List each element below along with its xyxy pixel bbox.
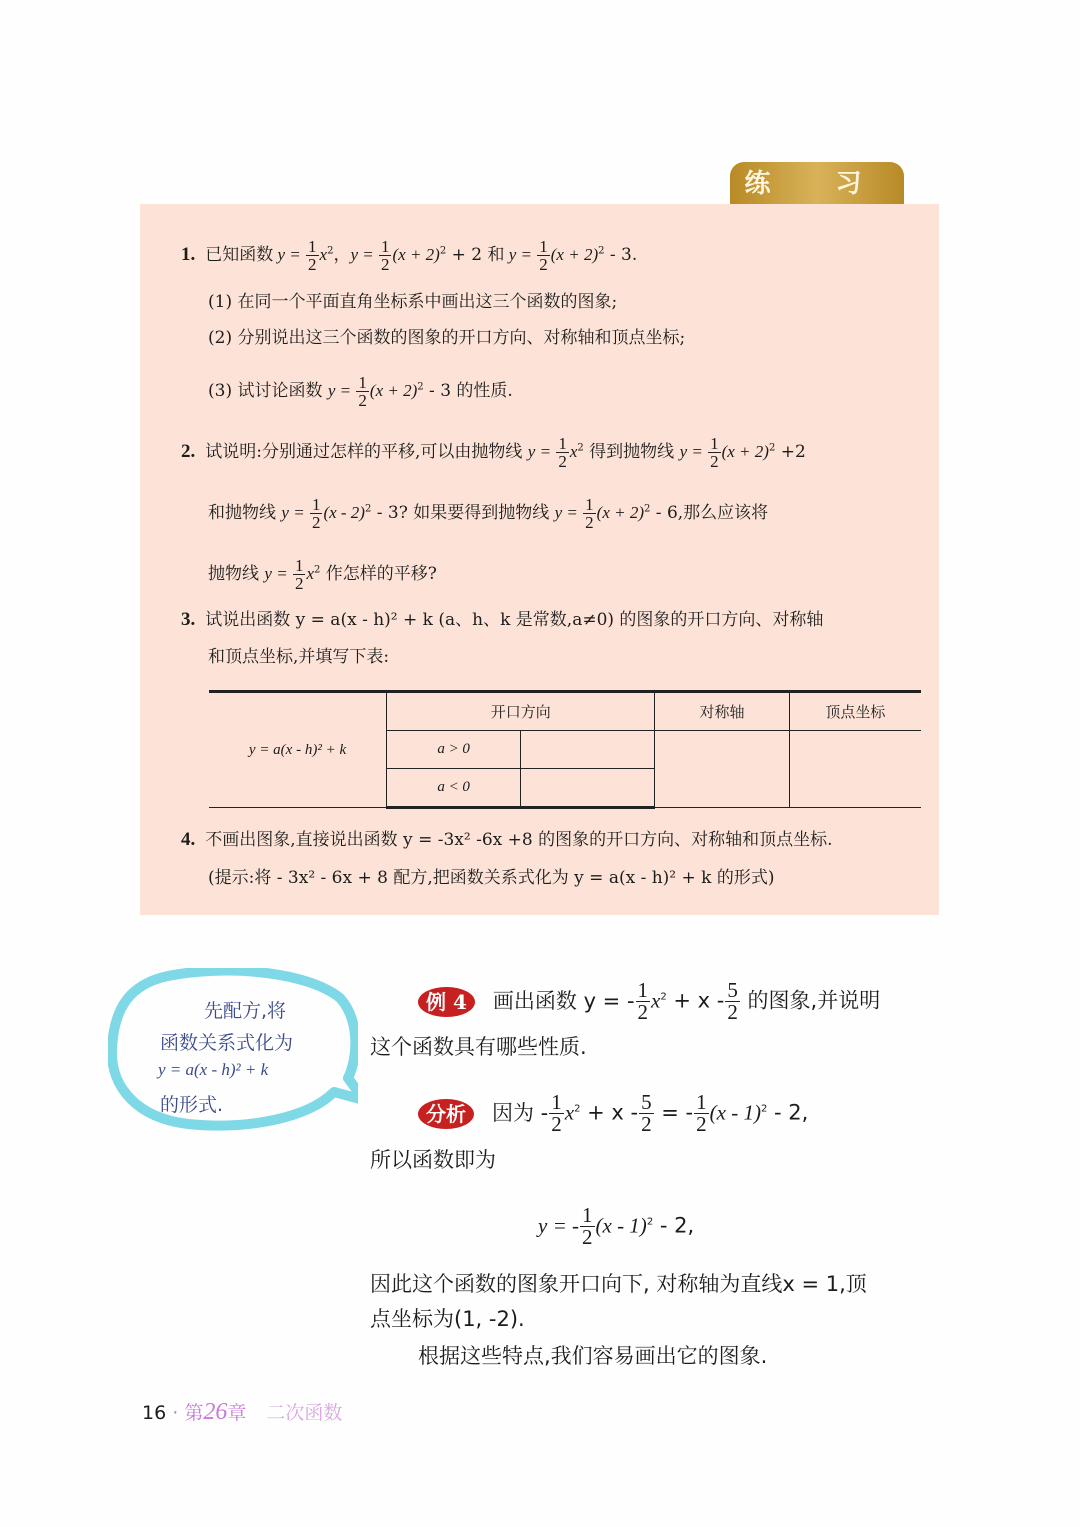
q2-line3-pre: 抛物线 [208,564,265,584]
exponent: 2 [313,564,321,576]
q1-f2-tail: (x + 2) [392,245,440,264]
fill-in-table [209,690,921,809]
q2-y: y = [527,442,556,461]
fraction: $\frac{1}{2}$ [380,237,390,274]
formula-pre: y = - [538,1213,579,1238]
q1-f3-after: - 3. [604,245,638,265]
bubble-line4: 的形式. [160,1094,224,1116]
analysis-pre: 因为 - [492,1100,549,1125]
question-3-line1 [181,608,823,632]
table-header-axis: 对称轴 [655,692,789,731]
exercise-tab: 练 习 [730,162,904,204]
table-header-opening: 开口方向 [387,692,655,731]
formula-after: - 2, [653,1213,695,1238]
conjunction: 和 [487,245,505,265]
formula-tail: (x - 1) [595,1213,647,1238]
example-pre: 画出函数 y = - [492,988,635,1013]
table-cell-blank[interactable] [655,731,789,808]
exponent: 2 [439,245,447,257]
q1-f2-after: + 2 [446,245,488,265]
q1-sub1: (1) 在同一个平面直角坐标系中画出这三个函数的图象; [208,292,618,312]
q1-y: y = [273,245,306,264]
table-cell-blank[interactable] [521,731,655,769]
q2-y: y = [264,564,292,583]
example-badge: 例 4 [418,987,475,1017]
analysis-line2: 所以函数即为 [370,1148,496,1172]
q2-l1a-tail: x [569,442,578,461]
exponent: 2 [644,503,651,515]
table-cond-a-negative: a < 0 [387,769,521,808]
q1-sub3-pre: (3) 试讨论函数 [208,381,328,401]
exponent: 2 [327,245,334,257]
q2-l3-tail: x [306,564,314,583]
table-header-vertex: 顶点坐标 [789,692,921,731]
analysis-mid: + x - [580,1100,639,1125]
fraction: $\frac{1}{2}$ [637,978,649,1024]
q2-l2b-tail: (x + 2) [596,503,645,522]
q1-sub3-after: - 3 的性质. [423,381,513,401]
example-4-line1 [418,980,880,1023]
question-number: 2. [181,441,196,462]
exponent: 2 [364,503,372,515]
analysis-c-after: - 2, [767,1100,809,1125]
exponent: 2 [646,1216,654,1228]
question-2-line1 [181,435,806,470]
fraction: $\frac{1}{2}$ [294,556,304,593]
analysis-c-tail: (x - 1) [709,1100,761,1125]
analysis-badge: 分析 [418,1099,474,1129]
question-1 [181,238,637,273]
fraction: $\frac{1}{2}$ [308,237,317,274]
analysis-line6: 根据这些特点,我们容易画出它的图象. [418,1344,768,1368]
q2-line3-after: 作怎样的平移? [320,564,437,584]
exponent: 2 [768,442,776,454]
q1-sub3 [208,374,513,409]
analysis-line1 [418,1092,808,1135]
bubble-line3: y = a(x - h)² + k [158,1060,269,1079]
question-2-line2 [208,496,768,531]
fraction: $\frac{1}{2}$ [551,1090,562,1136]
q2-line1-pre: 试说明:分别通过怎样的平移,可以由抛物线 [205,442,528,462]
bubble-line2: 函数关系式化为 [160,1032,294,1054]
exponent: 2 [660,991,667,1003]
footer-dot: · [172,1402,179,1424]
question-4-line1 [181,828,833,852]
analysis-eq: = - [654,1100,694,1125]
table-row-label: y = a(x - h)² + k [209,692,387,808]
fraction: $\frac{1}{2}$ [311,495,321,532]
q1-y: y = [327,381,356,400]
fraction: $\frac{5}{2}$ [727,978,738,1024]
exponent: 2 [574,1103,581,1115]
q4-line1: 不画出图象,直接说出函数 y = -3x² -6x +8 的图象的开口方向、对称轴和顶点坐标. [205,830,833,850]
q2-y: y = [679,442,708,461]
fraction: $\frac{1}{2}$ [582,1203,593,1249]
q1-f1-tail: x [319,245,328,264]
question-4-line2: (提示:将 - 3x² - 6x + 8 配方,把函数关系式化为 y = a(x - h)² + k 的形式) [208,868,775,888]
example-f1-tail: x [651,988,661,1013]
q1-sub2: (2) 分别说出这三个函数的图象的开口方向、对称轴和顶点坐标; [208,328,686,348]
analysis-line5: 点坐标为(1, -2). [370,1307,525,1331]
analysis-line4: 因此这个函数的图象开口向下, 对称轴为直线x = 1,顶 [370,1272,867,1296]
fraction: $\frac{1}{2}$ [358,373,367,410]
chapter-suffix: 章 [227,1402,247,1424]
q1-y: y = [350,245,378,264]
bubble-line1: 先配方,将 [204,1000,287,1022]
q1-f3-tail: (x + 2) [550,245,599,264]
fraction: $\frac{1}{2}$ [710,434,719,471]
q2-l2a-after: - 3? [371,503,408,523]
question-number: 1. [181,244,196,265]
question-number: 3. [181,609,196,630]
q2-y: y = [281,503,309,522]
exponent: 2 [577,442,584,454]
chapter-number: 26 [203,1399,228,1425]
fraction: $\frac{1}{2}$ [696,1090,707,1136]
analysis-a-tail: x [564,1100,575,1125]
q2-line1-mid: 得到抛物线 [583,442,680,462]
table-cond-a-positive: a > 0 [387,731,521,769]
exponent: 2 [598,245,605,257]
q2-y: y = [554,503,583,522]
table-cell-blank[interactable] [521,769,655,808]
page-footer [142,1398,342,1426]
q1-y: y = [504,245,537,264]
exponent: 2 [417,381,424,393]
fraction: $\frac{1}{2}$ [558,434,567,471]
analysis-formula [538,1205,694,1248]
chapter-prefix: 第 [184,1402,204,1424]
question-3-line2: 和顶点坐标,并填写下表: [208,647,390,667]
example-mid: + x - [666,988,725,1013]
question-number: 4. [181,829,196,850]
q1-sub3-tail: (x + 2) [369,381,418,400]
fraction: $\frac{5}{2}$ [641,1090,652,1136]
table-cell-blank[interactable] [789,731,921,808]
fraction: $\frac{1}{2}$ [539,237,548,274]
chapter-title: 二次函数 [266,1402,343,1424]
q2-l1b-tail: (x + 2) [721,442,769,461]
page-number: 16 [142,1402,167,1424]
q2-l2b-after: - 6,那么应该将 [650,503,769,523]
question-2-line3 [208,557,437,592]
example-after: 的图象,并说明 [740,988,881,1013]
q2-l2a-tail: (x - 2) [323,503,365,522]
q2-line2-mid: 如果要得到抛物线 [407,503,555,523]
q3-line1: 试说出函数 y = a(x - h)² + k (a、h、k 是常数,a≠0) 的图象的开口方向、对称轴 [205,610,824,630]
q1-prefix: 已知函数 [205,245,274,265]
exponent: 2 [760,1103,768,1115]
separator: ， [333,245,351,265]
example-4-line2: 这个函数具有哪些性质. [370,1035,587,1059]
q2-line2-pre: 和抛物线 [208,503,282,523]
fraction: $\frac{1}{2}$ [585,495,594,532]
q2-l1b-after: +2 [775,442,806,462]
